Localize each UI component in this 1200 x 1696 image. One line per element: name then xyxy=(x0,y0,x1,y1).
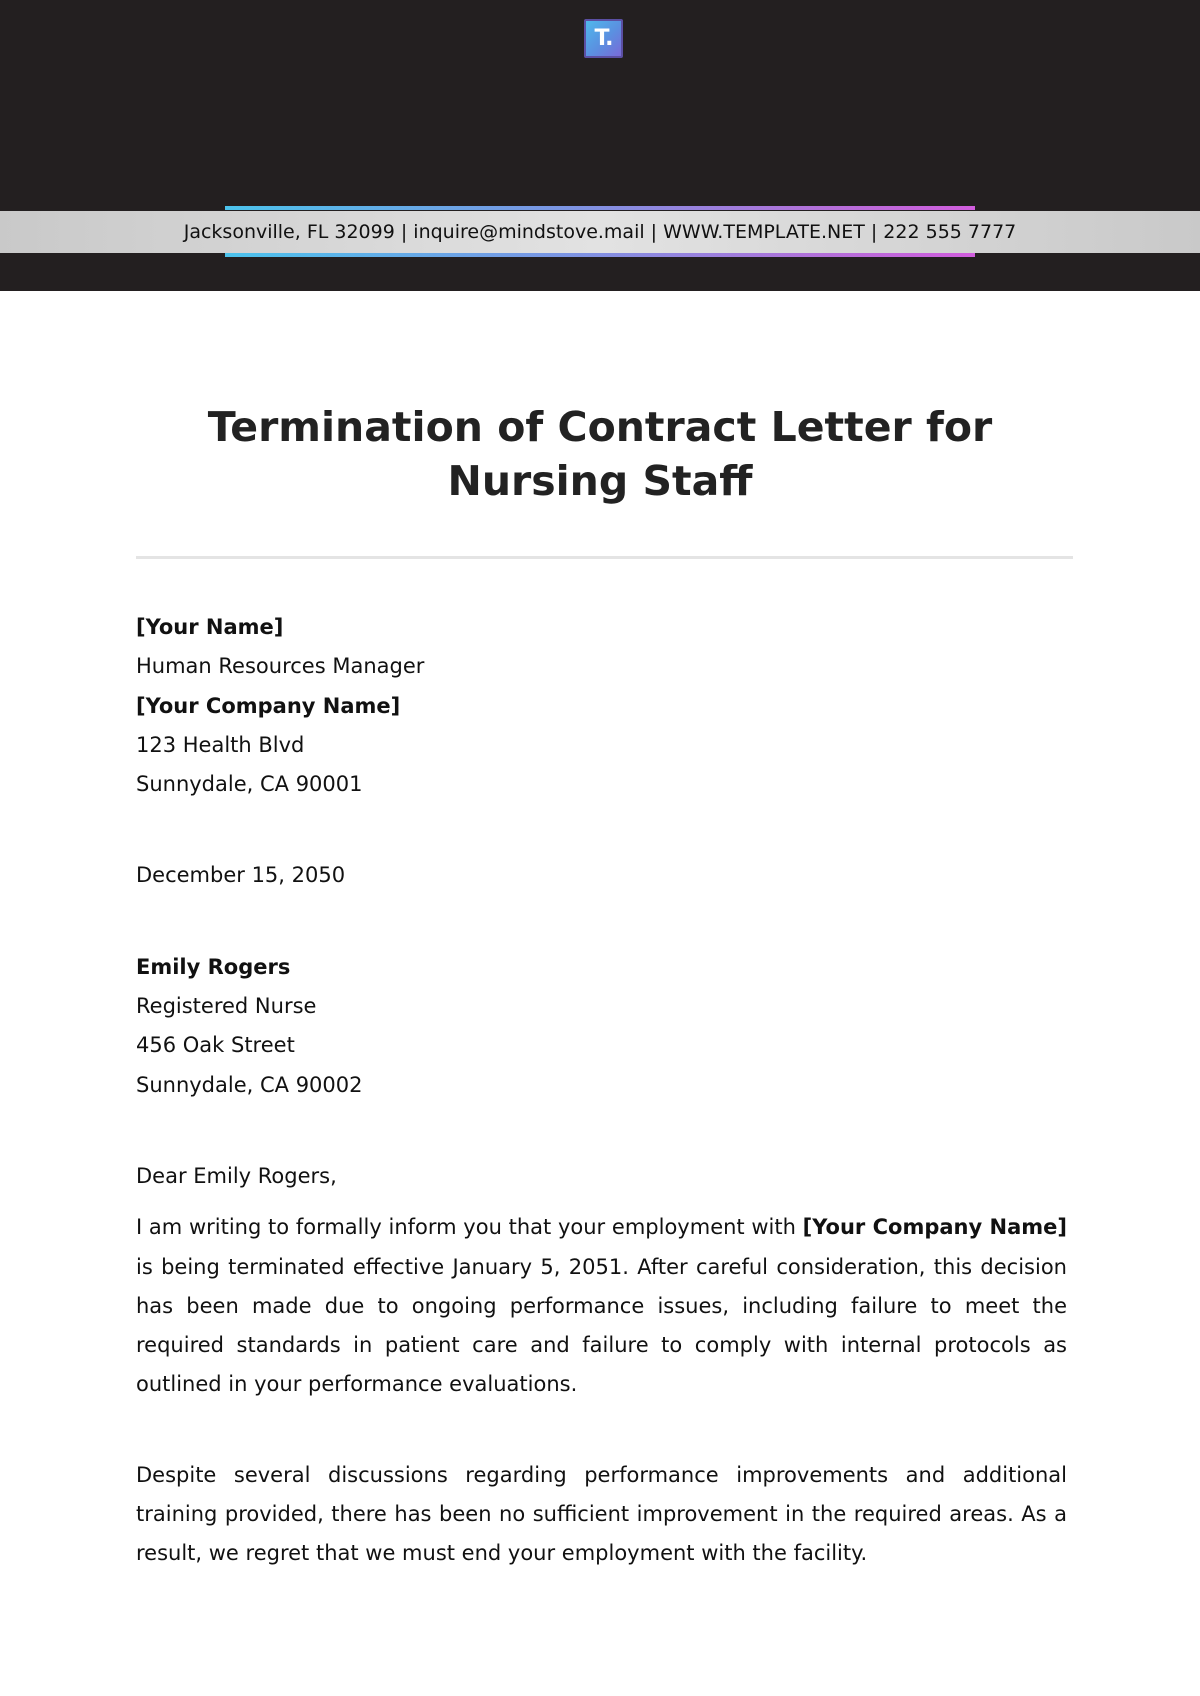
recipient-address-line1: 456 Oak Street xyxy=(136,1033,295,1058)
recipient-position: Registered Nurse xyxy=(136,994,317,1019)
document-title: Termination of Contract Letter for Nursing Staff xyxy=(207,403,993,505)
paragraph-1-company: [Your Company Name] xyxy=(802,1215,1068,1240)
paragraph-1-rest: is being terminated effective January 5, 2051. After careful consideration, this decision has been made due to ongoing performance issues, including failure to meet the required standards in patient care and failure to comply with internal protocols as outlined in your performance evaluations. xyxy=(136,1254,1067,1397)
logo-text: T. xyxy=(594,25,613,51)
logo-icon xyxy=(584,19,623,58)
letter-body xyxy=(136,608,1067,1574)
greeting: Dear Emily Rogers, xyxy=(136,1163,337,1188)
body-paragraph-1 xyxy=(136,1208,1067,1404)
sender-position: Human Resources Manager xyxy=(136,654,425,679)
paragraph-1-intro: I am writing to formally inform you that your employment with xyxy=(136,1215,803,1240)
title-divider xyxy=(136,556,1073,559)
recipient-address-line2: Sunnydale, CA 90002 xyxy=(136,1072,363,1097)
sender-address-line1: 123 Health Blvd xyxy=(136,732,305,757)
sender-name: [Your Name] xyxy=(136,615,284,639)
contact-info: Jacksonville, FL 32099 | inquire@mindstove.mail | WWW.TEMPLATE.NET | 222 555 7777 xyxy=(183,221,1017,243)
recipient-name: Emily Rogers xyxy=(136,954,291,979)
body-paragraph-2: Despite several discussions regarding performance improvements and additional training provided, there has been no sufficient improvement in the required areas. As a result, we regret that we must end your employment with the facility. xyxy=(136,1462,1067,1566)
gradient-line-top xyxy=(225,206,975,210)
sender-company: [Your Company Name] xyxy=(136,693,401,718)
gradient-line-bottom xyxy=(225,253,975,257)
sender-address-line2: Sunnydale, CA 90001 xyxy=(136,772,363,797)
letter-date: December 15, 2050 xyxy=(136,863,346,888)
sender-block xyxy=(136,608,1067,804)
recipient-block xyxy=(136,948,1067,1105)
letterhead-header xyxy=(0,0,1200,291)
